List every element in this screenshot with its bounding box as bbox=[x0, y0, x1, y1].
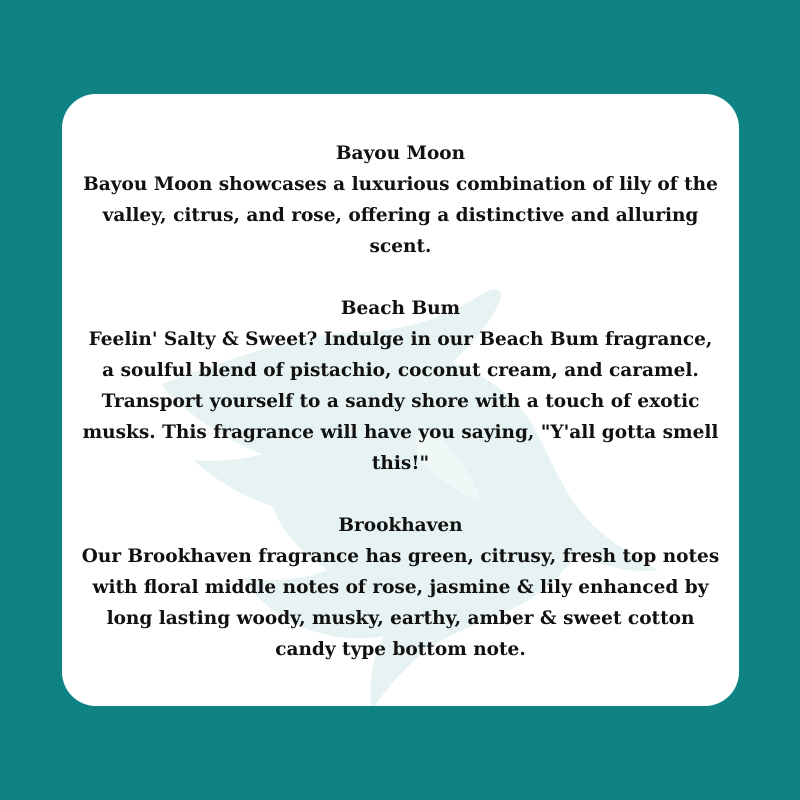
fragrance-description: Our Brookhaven fragrance has green, citrusy, fresh top notes with floral middle notes of rose, jasmine & lily enhanced by long lasting woody, musky, earthy, amber & sweet cotton candy type bottom note. bbox=[81, 546, 720, 660]
fragrance-section-bayou-moon bbox=[81, 138, 721, 262]
fragrance-description: Feelin' Salty & Sweet? Indulge in our Beach Bum fragrance, a soulful blend of pistachio, coconut cream, and caramel. Transport yourself to a sandy shore with a touch of exotic musks. This fragrance will have you saying, "Y'all gotta smell this!" bbox=[82, 329, 719, 474]
fragrance-section-beach-bum bbox=[81, 293, 721, 479]
fragrance-title: Brookhaven bbox=[338, 515, 463, 536]
fragrance-title: Bayou Moon bbox=[335, 143, 466, 164]
fragrance-description: Bayou Moon showcases a luxurious combination of lily of the valley, citrus, and rose, offering a distinctive and alluring scent. bbox=[83, 174, 718, 257]
fragrance-title: Beach Bum bbox=[340, 298, 461, 319]
description-card bbox=[62, 94, 739, 706]
fragrance-list bbox=[62, 138, 739, 665]
fragrance-section-brookhaven bbox=[81, 510, 721, 665]
